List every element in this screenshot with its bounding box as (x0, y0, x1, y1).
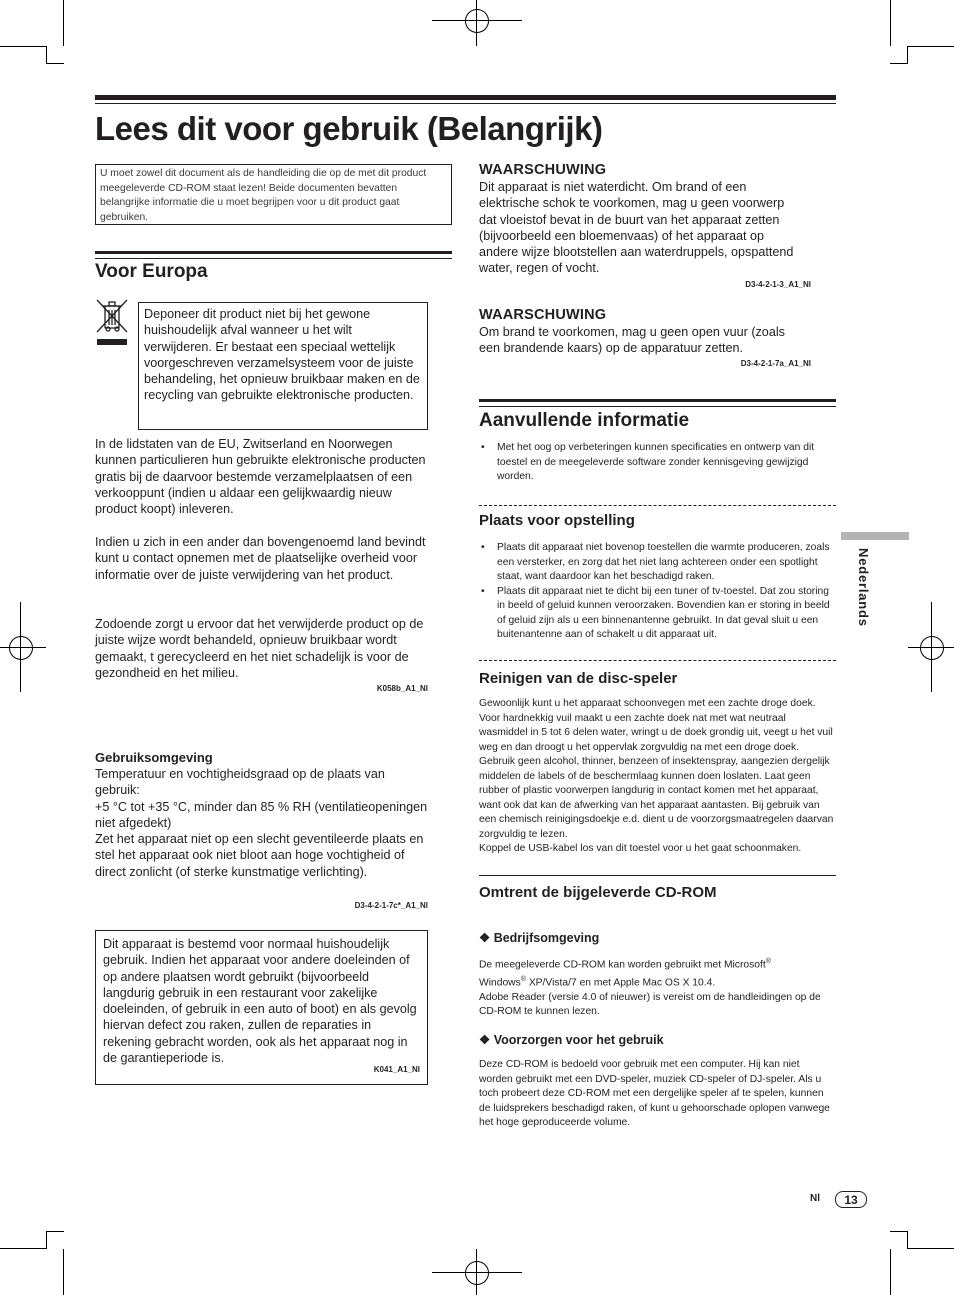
heading-warning-1: WAARSCHUWING (479, 162, 607, 178)
reinigen-text: Gewoonlijk kunt u het apparaat schoonvegen met een zachte droge doek. Voor hardnekkig vuil maakt u een zachte doek nat met wat neutraal wasmiddel in 5 tot 6 delen water, wringt u de doek grondig uit, veegt u het vuil weg en dan droogt u het oppervlak zorgvuldig na met een droge doek. Gebruik geen alcohol, thinner, benzeen of insektenspray, aangezien dergelijk middelen de labels of de beschermlaag kunnen doen loslaten. Laat geen rubber of plastic voorwerpen langdurig in contact komen met het apparaat, want ook dat kan de afwerking van het apparaat aantasten. Bij gebruik van een chemisch reinigingsdoekje e.d. dient u de voorzorgsmaatregelen daarvan zorgvuldig te lezen. Koppel de USB-kabel los van dit toestel voor u het gaat schoonmaken. (479, 698, 834, 854)
voorzorgen-text: Deze CD-ROM is bedoeld voor gebruik met een computer. Hij kan niet worden gebruikt met een DVD-speler, muziek CD-speler of DJ-speler. Als u toch probeert deze CD-ROM met een dergelijke speler af te spelen, kunnen de luidsprekers beschadigd raken, of kunt u gehoorschade oplopen vanwege het hoge geproduceerde volume. (479, 1059, 830, 1128)
footer-language: Nl (810, 1193, 820, 1204)
list-item: • Met het oog op verbeteringen kunnen specificaties en ontwerp van dit toestel en de meegeleverde software zonder kennisgeving gewijzigd worden. (479, 441, 831, 485)
plaats-list (479, 541, 836, 643)
subheading-voorzorgen (479, 1032, 664, 1047)
warning-1-text: Dit apparaat is niet waterdicht. Om brand of een elektrische schok te voorkomen, mag u geen voorwerp dat vloeistof bevat in de buurt van het apparaat zetten (bijvoorbeeld een bloemenvaas) of het apparaat op andere wijze blootstellen aan waterdruppels, opspattend water, regen of vocht. (479, 180, 794, 276)
warning-2-text: Om brand te voorkomen, mag u geen open vuur (zoals een brandende kaars) op de apparatuur zetten. (479, 325, 785, 356)
bedrijfsomgeving-line2a: Windows (479, 977, 521, 989)
bedrijfsomgeving-line1: De meegeleverde CD-ROM kan worden gebruikt met Microsoft (479, 959, 766, 971)
intro-text: U moet zowel dit document als de handleiding die op de met dit product meegeleverde CD-ROM staat lezen! Beide documenten bevatten belangrijke informatie die u moet begrijpen voor u dit product gaat gebruiken. (100, 168, 427, 223)
europa-paragraph-1: In de lidstaten van de EU, Zwitserland en Noorwegen kunnen particulieren hun gebruikte elektronische producten gratis bij de daarvoor bestemde verzamelplaatsen of een verkooppunt (indien u aldaar een gelijkwaardig nieuw product koopt) inleveren. (95, 437, 426, 517)
weee-bin-icon (96, 298, 128, 348)
heading-reinigen: Reinigen van de disc-speler (479, 670, 678, 687)
household-text: Dit apparaat is bestemd voor normaal huishoudelijk gebruik. Indien het apparaat voor andere doeleinden of op andere plaatsen wordt gebruikt (bijvoorbeeld langdurig gebruik in een restaurant voor zakelijke doeleinden, of gebruik in een auto of boot) en als gevolg hiervan defect zou raken, zullen de reparaties in rekening gebracht worden, ook als het apparaat nog in de garantieperiode is. (103, 937, 417, 1066)
diamond-bullet-icon: ❖ (479, 931, 494, 945)
code-d3-4-2-1-7c: D3-4-2-1-7c*_A1_Nl (354, 901, 428, 910)
weee-text: Deponeer dit product niet bij het gewone huishoudelijk afval wanneer u het wilt verwijderen. Er bestaat een speciaal wettelijk voorgeschreven verzamelsysteem voor de juiste behandeling, het opnieuw bruikbaar maken en de recycling van gebruikte elektronische producten. (144, 307, 420, 403)
page-title: Lees dit voor gebruik (Belangrijk) (95, 110, 603, 147)
subheading-bedrijfsomgeving (479, 930, 599, 945)
gebruiksomgeving-text: Temperatuur en vochtigheidsgraad op de plaats van gebruik: +5 °C tot +35 °C, minder dan 85 % RH (ventilatieopeningen niet afgedekt) Zet het apparaat niet op een slecht geventileerde plaats en stel het apparaat ook niet bloot aan hoge vochtigheid of direct zonlicht (of sterke kunstmatige verlichting). (95, 767, 428, 879)
bedrijfsomgeving-line2b: XP/Vista/7 en met Apple Mac OS X 10.4. (525, 977, 716, 989)
bedrijfsomgeving-line3: Adobe Reader (versie 4.0 of nieuwer) is vereist om de handleidingen op de CD-ROM te kunnen lezen. (479, 991, 821, 1018)
title-rule-thin (95, 103, 836, 104)
list-item: • Plaats dit apparaat niet bovenop toestellen die warmte produceren, zoals een versterker, en zorg dat het niet lang achtereen onder een spotlight staat, want daardoor kan het beschadigd raken. (479, 541, 836, 585)
diamond-bullet-icon: ❖ (479, 1033, 494, 1047)
section-rule-aanvullend (479, 399, 836, 407)
heading-voor-europa: Voor Europa (95, 261, 208, 282)
europa-paragraph-2: Indien u zich in een ander dan bovengenoemd land bevindt kunt u contact opnemen met de plaatselijke overheid voor informatie over de juiste verwijdering van het product. (95, 535, 426, 582)
code-d3-4-2-1-7a: D3-4-2-1-7a_A1_Nl (740, 359, 811, 368)
code-k058b: K058b_A1_Nl (376, 684, 428, 693)
bedrijfsomgeving-text: De meegeleverde CD-ROM kan worden gebruikt met Microsoft® Windows® XP/Vista/7 en met Apple Mac OS X 10.4. Adobe Reader (versie 4.0 of nieuwer) is vereist om de handleidingen op de CD-ROM te kunnen lezen. (479, 958, 821, 1018)
heading-gebruiksomgeving: Gebruiksomgeving (95, 750, 213, 765)
list-item: • Plaats dit apparaat niet te dicht bij een tuner of tv-toestel. Dat zou storing in beeld of geluid kunnen veroorzaken. Bovendien kan er storing in beeld of geluid zijn als u een binnenantenne gebruikt. In dat geval sluit u een buitenantenne aan of schakelt u dit apparaat uit. (479, 585, 836, 643)
heading-aanvullende-informatie: Aanvullende informatie (479, 410, 690, 431)
section-rule-europa (95, 251, 452, 259)
subheading-voorzorgen-label: Voorzorgen voor het gebruik (493, 1033, 664, 1047)
divider-dashed-2 (479, 660, 836, 661)
code-d3-4-2-1-3: D3-4-2-1-3_A1_Nl (745, 280, 811, 289)
europa-paragraph-3: Zodoende zorgt u ervoor dat het verwijderde product op de juiste wijze wordt behandeld, opnieuw bruikbaar wordt gemaakt, t gerecycleerd en het niet schadelijk is voor de gezondheid en het milieu. (95, 617, 424, 680)
language-tab-bar (841, 532, 909, 540)
aanvullend-list (479, 441, 831, 485)
divider-solid (479, 875, 836, 876)
heading-cdrom: Omtrent de bijgeleverde CD-ROM (479, 884, 717, 901)
title-rule-thick (95, 95, 836, 100)
intro-box (95, 164, 452, 225)
language-tab-label: Nederlands (856, 548, 871, 627)
weee-box (138, 302, 428, 430)
heading-plaats-voor-opstelling: Plaats voor opstelling (479, 512, 635, 529)
divider-dashed-1 (479, 505, 836, 506)
page-number: 13 (835, 1191, 867, 1208)
code-k041: K041_A1_Nl (373, 1064, 420, 1074)
household-box (95, 930, 428, 1085)
subheading-bedrijfsomgeving-label: Bedrijfsomgeving (493, 931, 600, 945)
heading-warning-2: WAARSCHUWING (479, 307, 607, 323)
